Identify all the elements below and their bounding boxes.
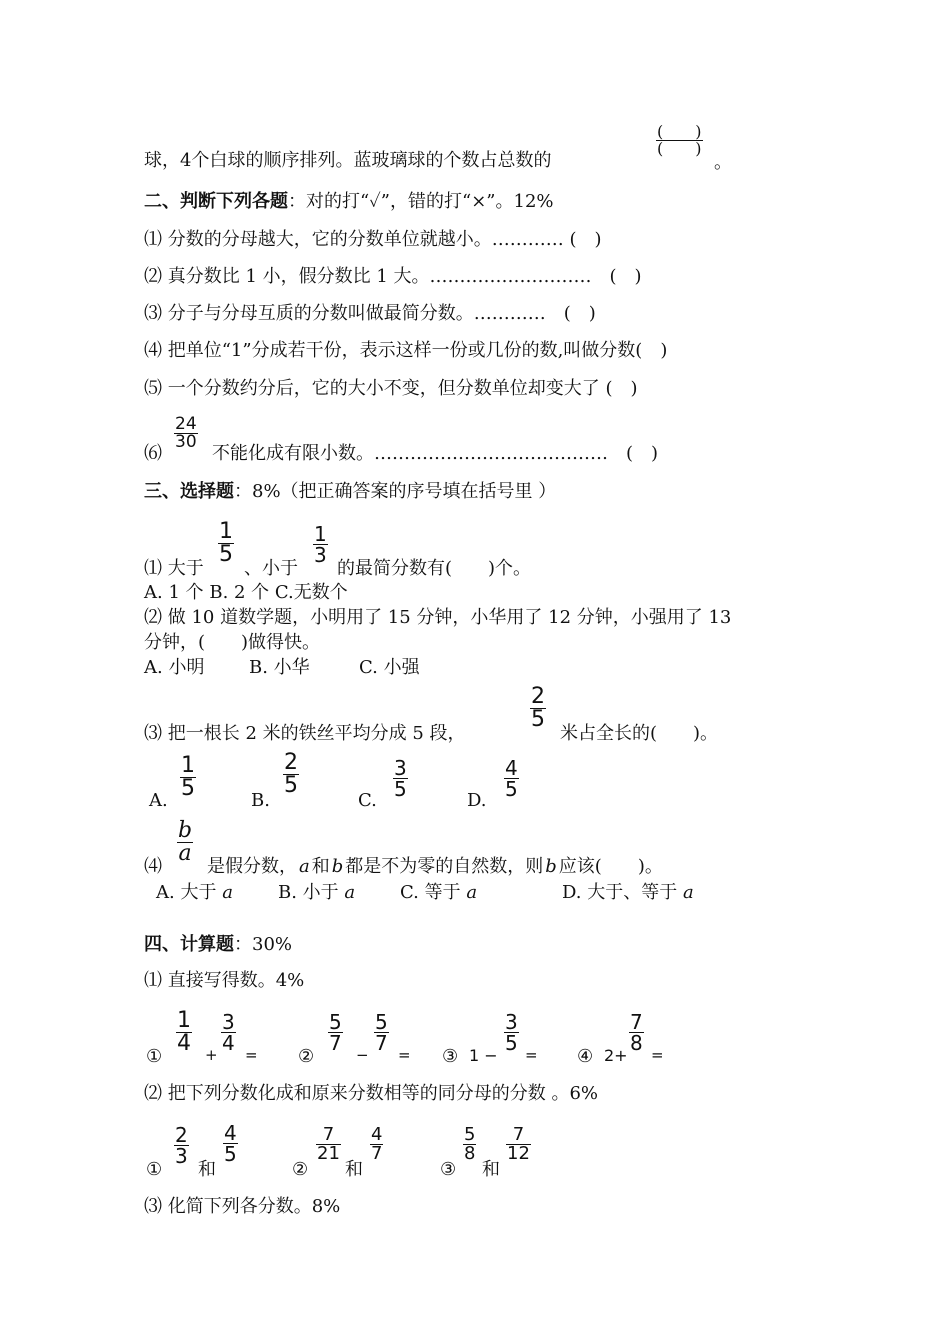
p2-title: ⑵ 把下列分数化成和原来分数相等的同分母的分数 。6% bbox=[144, 1083, 598, 1104]
variable-a: a bbox=[222, 882, 233, 903]
q2-option-c: C. 小强 bbox=[359, 657, 420, 678]
section4-instruction: ：30% bbox=[234, 934, 293, 955]
fraction-2-5 bbox=[530, 686, 546, 731]
fraction-1-4 bbox=[176, 1010, 192, 1055]
judge-item-3: ⑶ 分子与分母互质的分数叫做最简分数。………… ( ) bbox=[144, 303, 596, 324]
variable-a: a bbox=[299, 856, 310, 877]
numerator: 1 bbox=[314, 522, 327, 546]
p2-item2-mark: ② bbox=[292, 1159, 309, 1180]
numerator: 4 bbox=[371, 1124, 383, 1145]
denominator: 5 bbox=[181, 776, 195, 801]
numerator: 3 bbox=[505, 1010, 518, 1034]
blank-numerator: ( ) bbox=[657, 122, 702, 141]
section3-title bbox=[144, 483, 556, 501]
denominator: 3 bbox=[175, 1144, 188, 1168]
q3-option-d-label: D. bbox=[467, 790, 487, 811]
q3-option-d-fraction bbox=[504, 758, 519, 799]
fraction-1-5 bbox=[218, 521, 234, 566]
fraction-7-21 bbox=[316, 1126, 341, 1163]
denominator: 5 bbox=[531, 707, 545, 732]
fraction-3-5 bbox=[504, 1012, 519, 1053]
p2-item3-mark: ③ bbox=[440, 1159, 457, 1180]
denominator: 4 bbox=[222, 1031, 235, 1055]
equals-sign: = bbox=[398, 1046, 411, 1064]
fraction-5-7 bbox=[328, 1012, 343, 1053]
fraction-3-4 bbox=[221, 1012, 236, 1053]
judge-item-2: ⑵ 真分数比 1 小，假分数比 1 大。……………………… ( ) bbox=[144, 266, 642, 287]
section2-heading: 二、判断下列各题 bbox=[144, 191, 288, 212]
blank-denominator: ( ) bbox=[657, 139, 702, 158]
fraction-1-3 bbox=[313, 524, 328, 565]
denominator: a bbox=[178, 841, 192, 866]
q4-text-1: 是假分数， bbox=[207, 856, 297, 877]
fraction-24-30 bbox=[174, 416, 198, 451]
section4-title bbox=[144, 936, 292, 954]
judge-item-1: ⑴ 分数的分母越大，它的分数单位就越小。………… ( ) bbox=[144, 229, 602, 250]
q4-text bbox=[207, 858, 663, 876]
section2-instruction: ：对的打“✓”，错的打“×”。12% bbox=[288, 191, 554, 212]
option-label: C. 等于 bbox=[400, 882, 461, 903]
numerator: 1 bbox=[219, 519, 233, 544]
equals-sign: = bbox=[651, 1046, 664, 1064]
q1-prefix: ⑴ 大于 bbox=[144, 558, 204, 579]
q4-prefix: ⑷ bbox=[144, 856, 162, 877]
q2-option-b: B. 小华 bbox=[249, 657, 310, 678]
p2-item1-mark: ① bbox=[146, 1159, 163, 1180]
numerator: 1 bbox=[177, 1008, 191, 1033]
judge-item-6-prefix: ⑹ bbox=[144, 443, 162, 464]
fraction-7-8 bbox=[629, 1012, 644, 1053]
intro-text: 球，4个白球的顺序排列。蓝玻璃球的个数占总数的 bbox=[144, 150, 552, 171]
q1-mid: 、小于 bbox=[244, 558, 298, 579]
minus-sign: − bbox=[356, 1046, 369, 1064]
intro-end: 。 bbox=[714, 152, 732, 173]
q4-option-c bbox=[400, 884, 477, 902]
denominator: 8 bbox=[630, 1031, 643, 1055]
variable-b: b bbox=[545, 856, 557, 877]
fraction-2-3 bbox=[174, 1125, 189, 1166]
denominator: 5 bbox=[224, 1142, 237, 1166]
q4-text-4: 应该( )。 bbox=[558, 856, 663, 877]
two-plus: 2+ bbox=[604, 1046, 628, 1065]
fraction-5-8 bbox=[463, 1126, 476, 1163]
variable-a: a bbox=[466, 882, 478, 903]
denominator: 7 bbox=[329, 1031, 342, 1055]
option-label: A. 大于 bbox=[156, 882, 217, 903]
p1-item4-mark: ④ bbox=[577, 1046, 594, 1067]
denominator: 7 bbox=[371, 1143, 383, 1164]
judge-item-5: ⑸ 一个分数约分后，它的大小不变，但分数单位却变大了 ( ) bbox=[144, 378, 638, 399]
numerator: 3 bbox=[222, 1010, 235, 1034]
section2-title bbox=[144, 193, 554, 211]
fraction-7-12 bbox=[506, 1126, 531, 1163]
denominator: 5 bbox=[219, 542, 233, 567]
numerator: 1 bbox=[181, 753, 195, 778]
numerator: 4 bbox=[224, 1121, 237, 1145]
and-label: 和 bbox=[482, 1159, 500, 1180]
denominator: 5 bbox=[505, 777, 518, 801]
q3-option-b-label: B. bbox=[251, 790, 270, 811]
denominator: 30 bbox=[175, 432, 197, 452]
p1-title: ⑴ 直接写得数。4% bbox=[144, 970, 305, 991]
section4-heading: 四、计算题 bbox=[144, 934, 234, 955]
q3-option-c-label: C. bbox=[358, 790, 377, 811]
q4-option-b bbox=[278, 884, 355, 902]
q4-option-a bbox=[156, 884, 233, 902]
q4-text-3: 都是不为零的自然数，则 bbox=[345, 856, 544, 877]
numerator: 4 bbox=[505, 756, 518, 780]
q1-options: A. 1 个 B. 2 个 C.无数个 bbox=[144, 582, 348, 603]
variable-a: a bbox=[682, 882, 694, 903]
equals-sign: = bbox=[245, 1046, 258, 1064]
q2-line1: ⑵ 做 10 道数学题，小明用了 15 分钟，小华用了 12 分钟，小强用了 13 bbox=[144, 607, 732, 628]
numerator: 7 bbox=[512, 1124, 525, 1145]
q2-option-a: A. 小明 bbox=[144, 657, 205, 678]
denominator: 12 bbox=[507, 1143, 530, 1164]
numerator: b bbox=[178, 818, 193, 843]
option-label: D. 大于、等于 bbox=[562, 882, 678, 903]
p1-item3-mark: ③ bbox=[442, 1046, 459, 1067]
denominator: 7 bbox=[375, 1031, 388, 1055]
fraction-b-over-a bbox=[177, 820, 193, 865]
q3-prefix: ⑶ 把一根长 2 米的铁丝平均分成 5 段， bbox=[144, 723, 466, 744]
numerator: 5 bbox=[464, 1124, 476, 1145]
numerator: 2 bbox=[531, 684, 545, 709]
q2-line2: 分钟，( )做得快。 bbox=[144, 632, 321, 653]
q1-suffix: 的最简分数有( )个。 bbox=[337, 558, 532, 579]
numerator: 3 bbox=[394, 756, 407, 780]
judge-item-4: ⑷ 把单位“1”分成若干份，表示这样一份或几份的数,叫做分数( ) bbox=[144, 340, 668, 361]
fraction-4-5 bbox=[223, 1123, 238, 1164]
q3-option-c-fraction bbox=[393, 758, 408, 799]
p1-item2-mark: ② bbox=[298, 1046, 315, 1067]
numerator: 2 bbox=[284, 750, 298, 775]
section3-heading: 三、选择题 bbox=[144, 481, 234, 502]
variable-a: a bbox=[344, 882, 356, 903]
section3-instruction: ：8%（把正确答案的序号填在括号里 ） bbox=[234, 481, 557, 502]
fraction-5-7 bbox=[374, 1012, 389, 1053]
q3-option-b-fraction bbox=[283, 752, 299, 797]
numerator: 5 bbox=[329, 1010, 342, 1034]
denominator: 3 bbox=[314, 543, 327, 567]
denominator: 5 bbox=[394, 777, 407, 801]
denominator: 21 bbox=[317, 1143, 340, 1164]
q3-option-a-label: A. bbox=[149, 790, 168, 811]
numerator: 5 bbox=[375, 1010, 388, 1034]
numerator: 7 bbox=[322, 1124, 335, 1145]
q3-suffix: 米占全长的( )。 bbox=[560, 723, 719, 744]
and-label: 和 bbox=[198, 1159, 216, 1180]
answer-blank-fraction bbox=[656, 124, 703, 157]
denominator: 5 bbox=[284, 773, 298, 798]
q4-option-d bbox=[562, 884, 694, 902]
q4-text-2: 和 bbox=[311, 856, 330, 877]
denominator: 5 bbox=[505, 1031, 518, 1055]
q3-option-a-fraction bbox=[180, 755, 196, 800]
numerator: 24 bbox=[175, 414, 197, 434]
option-label: B. 小于 bbox=[278, 882, 339, 903]
equals-sign: = bbox=[525, 1046, 538, 1064]
one-minus: 1 − bbox=[469, 1046, 498, 1065]
plus-sign: + bbox=[205, 1046, 218, 1064]
variable-b: b bbox=[331, 856, 344, 877]
numerator: 2 bbox=[175, 1123, 188, 1147]
denominator: 8 bbox=[464, 1143, 476, 1164]
denominator: 4 bbox=[177, 1031, 191, 1056]
numerator: 7 bbox=[630, 1010, 643, 1034]
p3-title: ⑶ 化简下列各分数。8% bbox=[144, 1196, 341, 1217]
and-label: 和 bbox=[345, 1159, 363, 1180]
judge-item-6-text: 不能化成有限小数。………………………………… ( ) bbox=[212, 443, 659, 464]
fraction-4-7 bbox=[370, 1126, 383, 1163]
p1-item1-mark: ① bbox=[146, 1046, 163, 1067]
